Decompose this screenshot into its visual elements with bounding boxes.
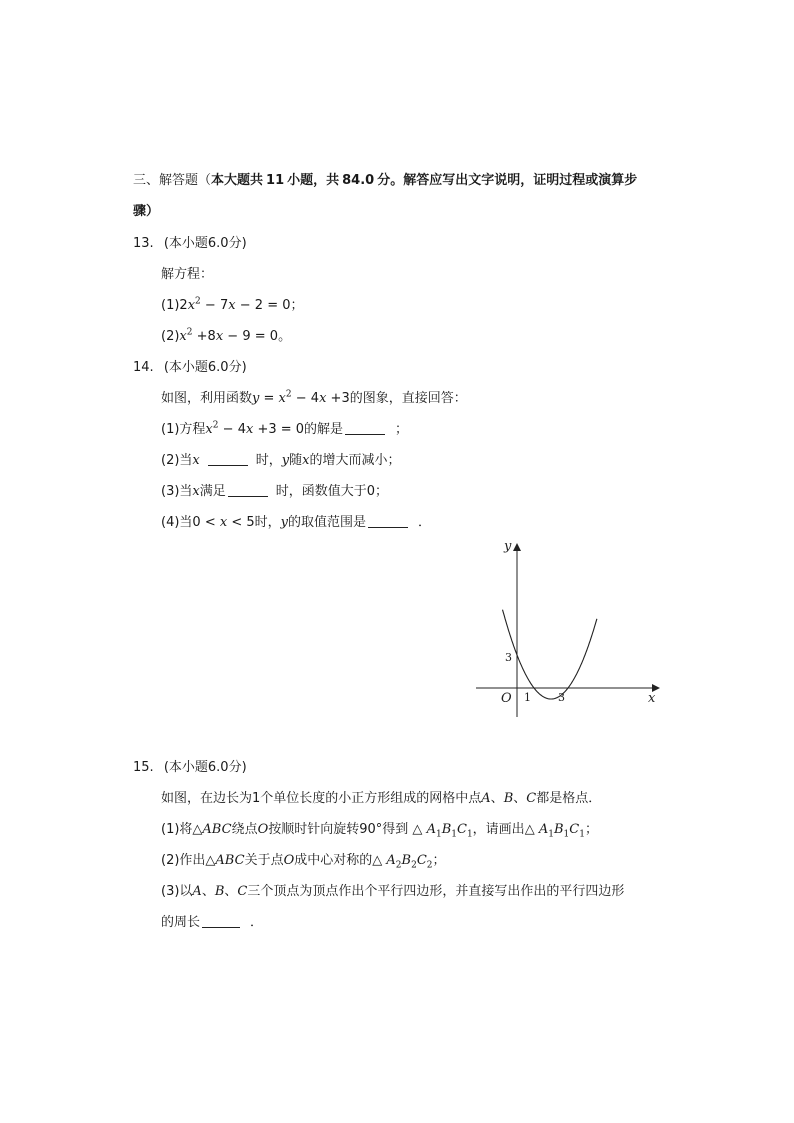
y-axis-label: y	[504, 539, 512, 554]
q15-p2-b: 关于点	[244, 853, 284, 868]
q14-p4-b: 时，	[254, 515, 281, 530]
q14-p2-c: 随	[289, 453, 303, 468]
q14-p2-d: 的增大而减小；	[309, 453, 401, 468]
q14-p3-a: (3)当	[161, 484, 193, 499]
q14-equation: $x^2 - 4x +3 = 0$	[205, 420, 305, 437]
q15-score: (本小题6.0分)	[163, 760, 247, 775]
q14-p3-c: 时，函数值大于0；	[275, 484, 389, 499]
q14-p2-b: 时，	[255, 453, 282, 468]
q13-number: 13.	[133, 236, 154, 251]
q15-part3	[161, 883, 624, 901]
tick-label-y3: 3	[505, 651, 512, 664]
q15-points: A、B、C	[481, 791, 537, 806]
q15-triangle-a1b1c1: △ $A_1B_1C_1$	[408, 822, 473, 840]
q14-inequality: 0 < x < 5	[192, 515, 255, 530]
q15-part2	[161, 852, 446, 870]
q15-p3-b: 三个顶点为顶点作出个平行四边形，并直接写出作出的平行四边形	[247, 884, 625, 899]
q15-triangle-a2b2c2: △ $A_2B_2C_2$	[372, 853, 433, 871]
q15-p3-end: ．	[250, 915, 264, 930]
q14-p3-b: 满足	[199, 484, 226, 499]
q14-score: (本小题6.0分)	[163, 360, 247, 375]
q13-part2	[161, 328, 291, 346]
q15-p2-triangle-abc: △ABC	[205, 853, 245, 868]
q13-score: (本小题6.0分)	[163, 236, 247, 251]
q15-p1-a: (1)将	[161, 822, 193, 837]
q13-part1-label: (1)	[161, 298, 180, 313]
q14-p4-d: ．	[418, 515, 432, 530]
q14-part4	[161, 514, 431, 532]
q13-equation2: $x^2 +8x - 9 = 0$	[179, 327, 279, 344]
q15-p3-blank[interactable]	[202, 915, 240, 928]
origin-label: O	[501, 691, 512, 706]
q14-p4-a: (4)当	[161, 515, 193, 530]
q15-header	[133, 759, 247, 777]
q15-p2-d: ；	[432, 853, 446, 868]
section-heading-cont	[133, 203, 159, 221]
q14-p2-blank[interactable]	[208, 453, 248, 466]
section-tail-text: 分。解答应写出文字说明，证明过程或演算步	[377, 173, 638, 188]
q14-p3-blank[interactable]	[228, 484, 268, 497]
q13-equation1: $2x^2 - 7x - 2 = 0$	[179, 296, 291, 313]
q15-triangle-a1b1c1-b: △ $A_1B_1C_1$	[524, 822, 585, 840]
q14-p4-c: 的取值范围是	[288, 515, 367, 530]
q14-p3-var-x: x	[192, 484, 200, 499]
q14-p2-a: (2)当	[161, 453, 193, 468]
x-axis-label: x	[648, 691, 656, 706]
section-bold-text: 本大题共	[211, 173, 264, 188]
q13-header	[133, 235, 247, 253]
q14-part2	[161, 452, 401, 470]
q15-intro	[161, 790, 601, 808]
q14-p4-var-y: y	[280, 515, 289, 530]
q15-intro-a: 如图，在边长为1个单位长度的小正方形组成的网格中点	[161, 791, 482, 806]
q14-p1-b: 的解是	[304, 422, 344, 437]
q13-instruction: 解方程：	[161, 267, 214, 282]
section-count: 11	[266, 173, 285, 188]
q13-part2-label: (2)	[161, 329, 180, 344]
q15-p1-e: ；	[584, 822, 598, 837]
tick-label-x3: 3	[558, 691, 565, 704]
q15-p3-a: (3)以	[161, 884, 193, 899]
section-heading	[133, 172, 637, 190]
q13-part1-tail: ；	[290, 298, 304, 313]
q14-p1-c: ；	[395, 422, 409, 437]
q14-p4-blank[interactable]	[368, 515, 408, 528]
q15-p2-point-o: O	[283, 853, 295, 868]
q14-p2-var-x: x	[192, 453, 200, 468]
q14-part3	[161, 483, 388, 501]
tick-label-x1: 1	[524, 691, 531, 704]
q15-p2-a: (2)作出	[161, 853, 206, 868]
q15-p1-b: 绕点	[231, 822, 258, 837]
q14-intro-a: 如图，利用函数	[161, 391, 253, 406]
q14-header	[133, 359, 247, 377]
q15-p3-points: A、B、C	[192, 884, 248, 899]
q15-p3-cont: 的周长	[161, 915, 201, 930]
q14-part1	[161, 421, 408, 439]
q14-p1-blank[interactable]	[345, 422, 385, 435]
q15-intro-b: 都是格点．	[536, 791, 602, 806]
q14-function: $y = x^2 - 4x +3$	[252, 389, 350, 406]
q15-p1-d: ，请画出	[472, 822, 525, 837]
q14-p2-var-x2: x	[302, 453, 310, 468]
section-mid-text: 小题，共	[287, 173, 340, 188]
q14-p2-var-y: y	[281, 453, 290, 468]
q15-p2-c: 成中心对称的	[294, 853, 373, 868]
q15-part3-cont	[161, 914, 263, 932]
q15-point-o: O	[257, 822, 269, 837]
section-score: 84.0	[342, 173, 375, 188]
q15-triangle-abc: △ABC	[192, 822, 232, 837]
q14-number: 14.	[133, 360, 154, 375]
section-prefix: 三、解答题（	[133, 173, 212, 188]
q15-part1	[161, 821, 598, 839]
q15-p1-c: 按顺时针向旋转90°得到	[268, 822, 409, 837]
q13-part2-tail: 。	[278, 329, 292, 344]
section-cont-text: 骤）	[133, 204, 160, 219]
q15-number: 15.	[133, 760, 154, 775]
q14-intro	[161, 390, 467, 408]
q13-part1	[161, 297, 304, 315]
q14-p1-a: (1)方程	[161, 422, 206, 437]
parabola-graph	[470, 535, 670, 720]
q14-intro-b: 的图象，直接回答：	[349, 391, 467, 406]
